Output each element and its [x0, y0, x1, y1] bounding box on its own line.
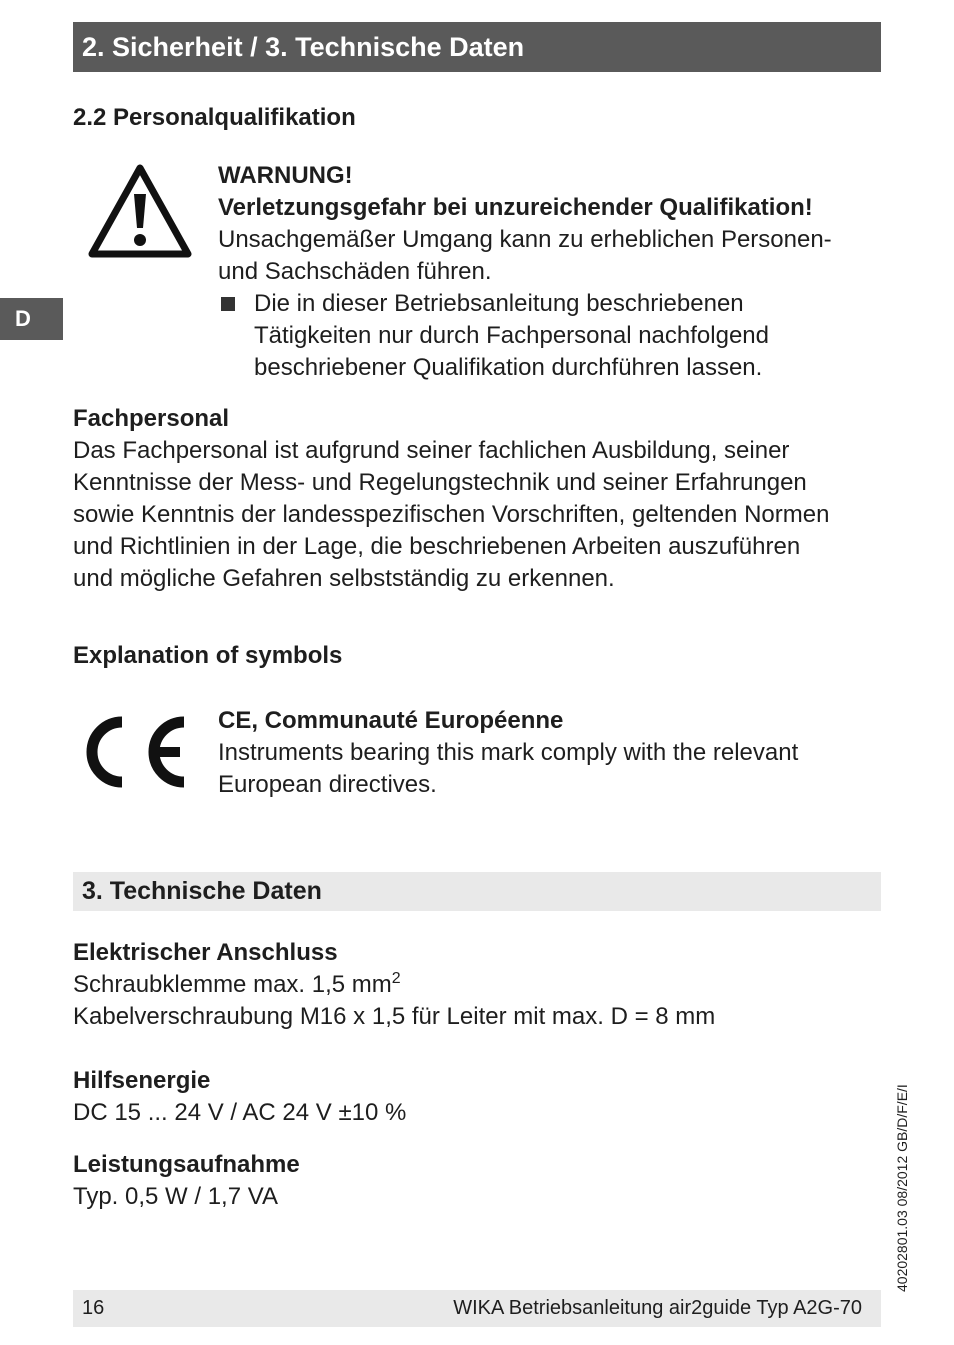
fachpersonal-line: und Richtlinien in der Lage, die beschriebenen Arbeiten auszuführen	[73, 533, 801, 560]
ce-title: CE, Communauté Européenne	[218, 707, 564, 734]
warning-triangle-icon	[86, 162, 194, 260]
fachpersonal-line: sowie Kenntnis der landesspezifischen Vorschriften, geltenden Normen	[73, 501, 830, 528]
ce-text-line: European directives.	[218, 771, 437, 798]
bullet-text-line: Tätigkeiten nur durch Fachpersonal nachfolgend	[254, 322, 769, 349]
kabelverschraubung-text: Kabelverschraubung M16 x 1,5 für Leiter mit max. D = 8 mm	[73, 1003, 716, 1030]
ce-text-line: Instruments bearing this mark comply with the relevant	[218, 739, 799, 766]
fachpersonal-line: Kenntnisse der Mess- und Regelungstechnik und seiner Erfahrungen	[73, 469, 807, 496]
leistungsaufnahme-heading: Leistungsaufnahme	[73, 1151, 300, 1178]
hilfsenergie-value: DC 15 ... 24 V / AC 24 V ±10 %	[73, 1099, 407, 1126]
bullet-square-icon	[221, 297, 235, 311]
section-bar-title: 3. Technische Daten	[82, 877, 322, 905]
fachpersonal-line: und mögliche Gefahren selbstständig zu erkennen.	[73, 565, 615, 592]
elektrischer-anschluss-heading: Elektrischer Anschluss	[73, 939, 338, 966]
symbols-heading: Explanation of symbols	[73, 642, 343, 669]
warning-block	[218, 160, 878, 288]
superscript-2: 2	[391, 970, 401, 987]
page-footer	[73, 1290, 881, 1327]
ce-mark-icon	[84, 714, 190, 790]
bullet-text-line: beschriebener Qualifikation durchführen lassen.	[254, 354, 763, 381]
elektrischer-anschluss-block	[73, 937, 873, 1033]
section-heading-personalqualifikation: 2.2 Personalqualifikation	[73, 104, 356, 131]
hilfsenergie-block	[73, 1065, 873, 1129]
fachpersonal-line: Das Fachpersonal ist aufgrund seiner fachlichen Ausbildung, seiner	[73, 437, 790, 464]
warning-subtitle: Verletzungsgefahr bei unzureichender Qualifikation!	[218, 194, 813, 221]
warning-title: WARNUNG!	[218, 162, 353, 189]
language-tab-label: D	[15, 306, 31, 331]
footer-doc-title: WIKA Betriebsanleitung air2guide Typ A2G-70	[453, 1297, 862, 1319]
elektrischer-anschluss-line	[73, 969, 873, 1001]
warning-text-line: und Sachschäden führen.	[218, 258, 492, 285]
fachpersonal-block	[73, 403, 893, 595]
page-number: 16	[82, 1297, 105, 1319]
fachpersonal-heading: Fachpersonal	[73, 405, 230, 432]
schraubklemme-text: Schraubklemme max. 1,5 mm	[73, 971, 392, 998]
hilfsenergie-heading: Hilfsenergie	[73, 1067, 211, 1094]
language-tab	[0, 298, 63, 340]
page-header-title: 2. Sicherheit / 3. Technische Daten	[82, 32, 525, 62]
leistungsaufnahme-block	[73, 1149, 873, 1213]
ce-description-block	[218, 705, 878, 801]
section-bar-technische-daten	[73, 872, 881, 911]
document-code: 40202801.03 08/2012 GB/D/F/E/I	[894, 1084, 910, 1292]
warning-text-line: Unsachgemäßer Umgang kann zu erheblichen Personen-	[218, 226, 832, 253]
leistungsaufnahme-value: Typ. 0,5 W / 1,7 VA	[73, 1183, 278, 1210]
page-header	[73, 22, 881, 72]
warning-bullet-item	[254, 288, 874, 384]
bullet-text-line: Die in dieser Betriebsanleitung beschriebenen	[254, 290, 744, 317]
